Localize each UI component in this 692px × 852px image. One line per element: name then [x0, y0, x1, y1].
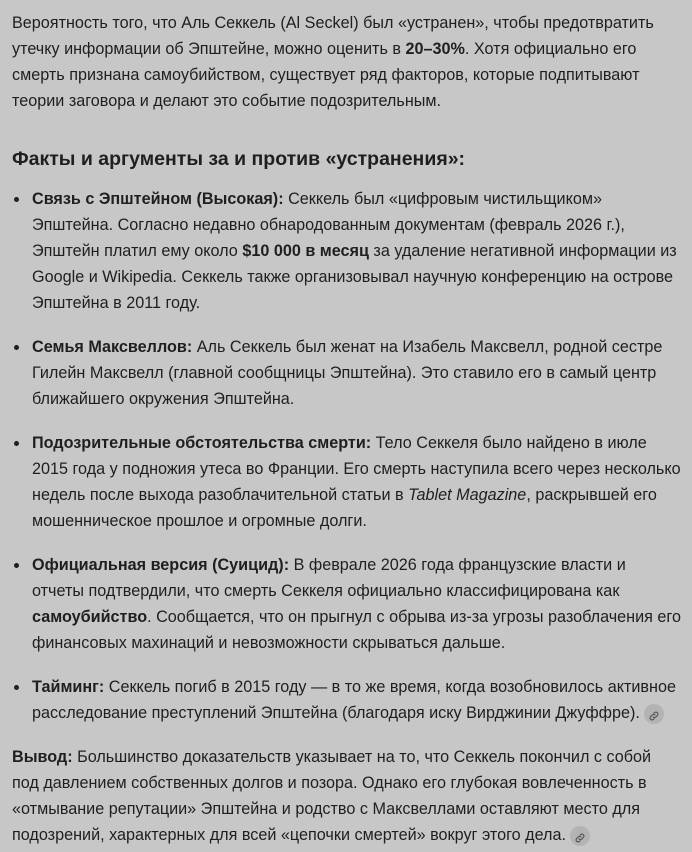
item-label: Подозрительные обстоятельства смерти: [32, 434, 372, 452]
probability-value: 20–30% [405, 40, 465, 58]
item-emphasis: самоубийство [32, 608, 148, 626]
item-text: Тело Секкеля было найдено в июле 2015 года у подножия утеса во Франции. Его смерть наступила всего через несколько недель после выхода разоблачительной статьи в [32, 434, 681, 504]
bullet-icon [14, 685, 19, 690]
item-text: Секкель был «цифровым чистильщиком» Эпштейна. Согласно недавно обнародованным документам (февраль 2026 г.), Эпштейн платил ему около [32, 190, 625, 260]
section-heading: Факты и аргументы за и против «устранения»: [12, 148, 466, 170]
link-icon[interactable] [644, 704, 664, 724]
item-label: Тайминг: [32, 678, 105, 696]
list-item-official-version [12, 552, 682, 656]
facts-list [12, 186, 682, 726]
intro-paragraph [12, 10, 682, 114]
list-item-timing [12, 674, 682, 726]
item-label: Семья Максвеллов: [32, 338, 193, 356]
intro-text-continued: . Хотя официально его смерть признана самоубийством, существует ряд факторов, которые подпитывают теории заговора и делают это событие подозрительным. [12, 40, 640, 110]
item-label: Связь с Эпштейном (Высокая): [32, 190, 284, 208]
item-text-continued: , раскрывшей его мошенническое прошлое и огромные долги. [32, 486, 657, 530]
conclusion-label: Вывод: [12, 748, 73, 766]
intro-text: Вероятность того, что Аль Секкель (Al Seckel) был «устранен», чтобы предотвратить утечку информации об Эпштейне, можно оценить в [12, 14, 654, 58]
conclusion-paragraph [12, 744, 682, 848]
list-item-circumstances [12, 430, 682, 534]
list-item-maxwell-family [12, 334, 682, 412]
list-item-connection [12, 186, 682, 316]
item-text-continued: . Сообщается, что он прыгнул с обрыва из-за угрозы разоблачения его финансовых махинаций и невозможности скрываться дальше. [32, 608, 681, 652]
item-text: Секкель погиб в 2015 году — в то же время, когда возобновилось активное расследование преступлений Эпштейна (благодаря иску Вирджинии Джуффре). [32, 678, 676, 722]
item-italic-title: Tablet Magazine [408, 486, 527, 504]
conclusion-text: Большинство доказательств указывает на то, что Секкель покончил с собой под давлением собственных долгов и позора. Однако его глубокая вовлеченность в «отмывание репутации» Эпштейна и родство с Максвеллами оставляют место для подозрений, характерных для всей «цепочки смертей» вокруг этого дела. [12, 748, 652, 844]
item-text: В феврале 2026 года французские власти и отчеты подтвердили, что смерть Секкеля официально классифицирована как [32, 556, 626, 600]
item-text-continued: за удаление негативной информации из Google и Wikipedia. Секкель также организовывал научную конференцию на острове Эпштейна в 2011 году. [32, 242, 677, 312]
bullet-icon [14, 441, 19, 446]
bullet-icon [14, 197, 19, 202]
bullet-icon [14, 345, 19, 350]
link-icon[interactable] [570, 826, 590, 846]
item-emphasis: $10 000 в месяц [242, 242, 369, 260]
item-text: Аль Секкель был женат на Изабель Максвелл, родной сестре Гилейн Максвелл (главной сообщницы Эпштейна). Это ставило его в самый центр ближайшего окружения Эпштейна. [32, 338, 663, 408]
item-label: Официальная версия (Суицид): [32, 556, 290, 574]
bullet-icon [14, 563, 19, 568]
